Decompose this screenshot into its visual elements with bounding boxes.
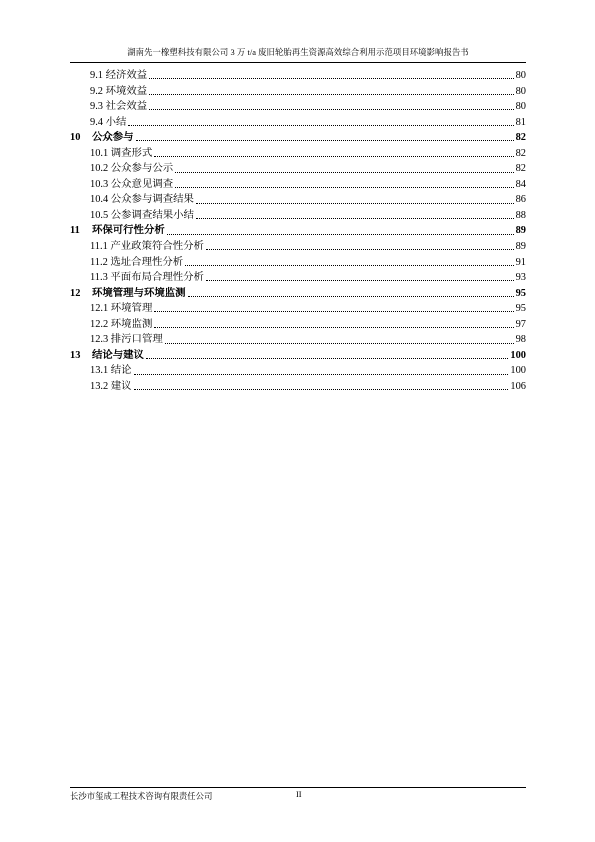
toc-dot-leader	[154, 311, 513, 312]
toc-entry-title: 10.5 公参调查结果小结	[90, 209, 194, 221]
toc-chapter-entry[interactable]	[70, 223, 526, 239]
toc-page-number: 97	[515, 318, 526, 330]
toc-section-entry[interactable]	[70, 255, 526, 271]
toc-section-entry[interactable]	[70, 161, 526, 177]
toc-dot-leader	[175, 187, 513, 188]
toc-page-number: 80	[515, 85, 526, 97]
toc-dot-leader	[185, 265, 513, 266]
footer-rule	[70, 787, 526, 788]
toc-section-entry[interactable]	[70, 99, 526, 115]
toc-entry-title: 9.2 环境效益	[90, 85, 148, 97]
toc-page-number: 81	[515, 116, 526, 128]
toc-chapter-number: 11	[70, 225, 80, 237]
toc-chapter-entry[interactable]	[70, 130, 526, 146]
toc-section-entry[interactable]	[70, 84, 526, 100]
toc-dot-leader	[136, 140, 514, 141]
toc-entry-title: 结论与建议	[92, 349, 144, 361]
toc-section-entry[interactable]	[70, 379, 526, 395]
toc-chapter-number: 13	[70, 349, 81, 361]
toc-dot-leader	[206, 249, 514, 250]
footer-company: 长沙市玺成工程技术咨询有限责任公司	[70, 792, 213, 801]
toc-entry-title: 环保可行性分析	[92, 225, 165, 237]
toc-dot-leader	[154, 327, 513, 328]
toc-entry-title: 12.3 排污口管理	[90, 334, 163, 346]
toc-page-number: 84	[515, 178, 526, 190]
toc-dot-leader	[167, 234, 514, 235]
toc-section-entry[interactable]	[70, 301, 526, 317]
toc-entry-title: 11.1 产业政策符合性分析	[90, 241, 204, 253]
toc-chapter-entry[interactable]	[70, 348, 526, 364]
toc-page-number: 82	[515, 163, 526, 175]
header-rule	[70, 62, 526, 63]
toc-page-number: 82	[515, 132, 526, 144]
toc-dot-leader	[154, 156, 513, 157]
toc-entry-title: 13.2 建议	[90, 380, 132, 392]
toc-section-entry[interactable]	[70, 270, 526, 286]
toc-section-entry[interactable]	[70, 177, 526, 193]
toc-page-number: 89	[515, 241, 526, 253]
toc-page-number: 91	[515, 256, 526, 268]
footer-page-number: II	[296, 790, 302, 799]
toc-entry-title: 11.2 选址合理性分析	[90, 256, 184, 268]
toc-dot-leader	[134, 374, 509, 375]
toc-dot-leader	[188, 296, 514, 297]
toc-page-number: 106	[510, 380, 526, 392]
toc-dot-leader	[146, 358, 508, 359]
toc-dot-leader	[134, 389, 509, 390]
toc-page-number: 80	[515, 101, 526, 113]
toc-section-entry[interactable]	[70, 332, 526, 348]
toc-dot-leader	[196, 218, 514, 219]
toc-section-entry[interactable]	[70, 239, 526, 255]
toc-section-entry[interactable]	[70, 115, 526, 131]
toc-entry-title: 9.4 小结	[90, 116, 127, 128]
toc-entry-title: 10.2 公众参与公示	[90, 163, 174, 175]
toc-page-number: 82	[515, 147, 526, 159]
toc-section-entry[interactable]	[70, 146, 526, 162]
toc-dot-leader	[165, 343, 514, 344]
toc-entry-title: 10.3 公众意见调查	[90, 178, 174, 190]
toc-section-entry[interactable]	[70, 68, 526, 84]
table-of-contents	[70, 68, 526, 394]
toc-entry-title: 12.1 环境管理	[90, 303, 153, 315]
toc-page-number: 100	[510, 365, 526, 377]
toc-page-number: 89	[515, 225, 526, 237]
toc-entry-title: 环境管理与环境监测	[92, 287, 186, 299]
toc-page-number: 88	[515, 209, 526, 221]
toc-dot-leader	[175, 172, 513, 173]
toc-page-number: 95	[515, 287, 526, 299]
toc-page-number: 98	[515, 334, 526, 346]
toc-section-entry[interactable]	[70, 363, 526, 379]
toc-dot-leader	[196, 203, 514, 204]
toc-entry-title: 10.1 调查形式	[90, 147, 153, 159]
toc-entry-title: 12.2 环境监测	[90, 318, 153, 330]
toc-page-number: 100	[510, 349, 526, 361]
toc-page-number: 86	[515, 194, 526, 206]
toc-chapter-number: 10	[70, 132, 81, 144]
toc-page-number: 93	[515, 272, 526, 284]
toc-entry-title: 公众参与	[92, 132, 134, 144]
toc-chapter-number: 12	[70, 287, 81, 299]
toc-section-entry[interactable]	[70, 317, 526, 333]
toc-dot-leader	[149, 94, 513, 95]
toc-section-entry[interactable]	[70, 192, 526, 208]
toc-section-entry[interactable]	[70, 208, 526, 224]
page-header: 湖南先一橡塑科技有限公司 3 万 t/a 废旧轮胎再生资源高效综合利用示范项目环境影响报告书	[127, 48, 469, 57]
toc-page-number: 80	[515, 70, 526, 81]
toc-entry-title: 11.3 平面布局合理性分析	[90, 272, 204, 284]
toc-entry-title: 9.3 社会效益	[90, 101, 148, 113]
toc-chapter-entry[interactable]	[70, 286, 526, 302]
toc-entry-title: 13.1 结论	[90, 365, 132, 377]
toc-dot-leader	[149, 109, 513, 110]
toc-dot-leader	[149, 78, 513, 79]
toc-entry-title: 10.4 公众参与调查结果	[90, 194, 194, 206]
toc-entry-title: 9.1 经济效益	[90, 70, 148, 81]
toc-dot-leader	[128, 125, 513, 126]
toc-page-number: 95	[515, 303, 526, 315]
toc-dot-leader	[206, 280, 514, 281]
